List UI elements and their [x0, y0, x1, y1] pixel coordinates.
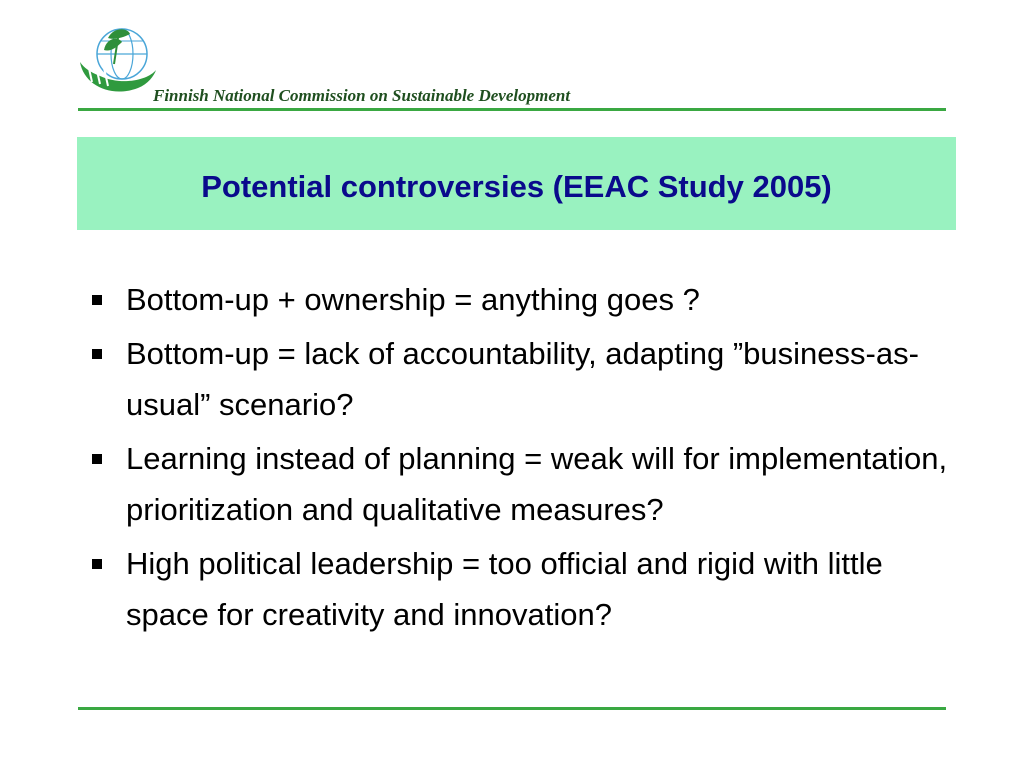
organization-logo — [78, 24, 158, 104]
footer-divider — [78, 707, 946, 710]
bullet-item — [92, 433, 952, 535]
bullet-item — [92, 274, 952, 325]
bullet-text: Bottom-up = lack of accountability, adapting ”business-as-usual” scenario? — [126, 336, 919, 422]
square-bullet-icon — [92, 559, 102, 569]
bullet-text: Learning instead of planning = weak will for implementation, prioritization and qualitative measures? — [126, 441, 948, 527]
bullet-item — [92, 328, 952, 430]
header-divider — [78, 108, 946, 111]
slide-title: Potential controversies (EEAC Study 2005) — [201, 168, 832, 204]
square-bullet-icon — [92, 454, 102, 464]
bullet-text: High political leadership = too official and rigid with little space for creativity and innovation? — [126, 546, 883, 632]
square-bullet-icon — [92, 349, 102, 359]
square-bullet-icon — [92, 295, 102, 305]
bullet-item — [92, 538, 952, 640]
title-banner — [77, 137, 956, 230]
bullet-list — [92, 274, 952, 643]
organization-name: Finnish National Commission on Sustainable Development — [153, 86, 571, 105]
bullet-text: Bottom-up + ownership = anything goes ? — [126, 282, 700, 317]
